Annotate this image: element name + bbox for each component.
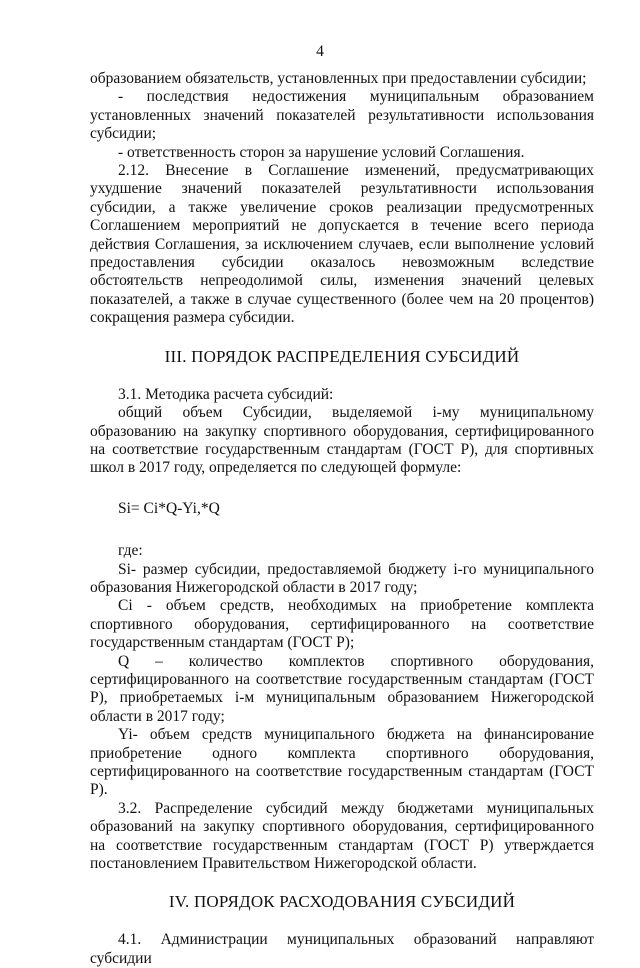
paragraph-4-1: 4.1. Администрации муниципальных образований направляют субсидии <box>90 931 594 967</box>
definition-c: Ci - объем средств, необходимых на приобретение комплекта спортивного оборудования, сертифицированного на соответствие государственным стандартам (ГОСТ Р); <box>90 597 594 652</box>
paragraph-3-2: 3.2. Распределение субсидий между бюджетами муниципальных образований на закупку спортивного оборудования, сертифицированного на соответствие государственным стандартам (ГОСТ Р) утверждается постановлением Правительством Нижегородской области. <box>90 799 594 873</box>
definition-q: Q – количество комплектов спортивного оборудования, сертифицированного на соответствие государственным стандартам (ГОСТ Р), приобретаемых i-м муниципальным образованием Нижегородской области в 2017 году; <box>90 652 594 725</box>
page-number: 4 <box>316 43 324 60</box>
section-4-heading: IV. ПОРЯДОК РАСХОДОВАНИЯ СУБСИДИЙ <box>168 892 516 912</box>
paragraph-consequences: - последствия недостижения муниципальным образованием установленных значений показателей результативности использования субсидии; <box>90 88 594 143</box>
formula <box>118 500 594 518</box>
paragraph-3-1: 3.1. Методика расчета субсидий: <box>118 385 334 403</box>
paragraph-3-1-body: общий объем Субсидии, выделяемой i-му муниципальному образованию на закупку спортивного оборудования, сертифицированного на соответствие государственным стандартам (ГОСТ Р), для спортивных школ в 2017 году, определяется по следующей формуле: <box>90 404 594 477</box>
formula-text: Si= Ci*Q-Yi,*Q <box>118 499 220 517</box>
definition-s: Si- размер субсидии, предоставляемой бюджету i-го муниципального образования Нижегородской области в 2017 году; <box>90 560 594 596</box>
paragraph-responsibility: - ответственность сторон за нарушение условий Соглашения. <box>118 143 525 161</box>
section-3-heading: III. ПОРЯДОК РАСПРЕДЕЛЕНИЯ СУБСИДИЙ <box>164 346 520 366</box>
paragraph-2-12: 2.12. Внесение в Соглашение изменений, предусматривающих ухудшение значений показателей результативности использования субсидии, а также увеличение сроков реализации предусмотренных Соглашением мероприятий не допускается в течение всего периода действия Соглашения, за исключением случаев, если выполнение условий предоставления субсидии оказалось невозможным вследствие обстоятельств непреодолимой силы, изменения значений целевых показателей, а также в случае существенного (более чем на 20 процентов) сокращения размера субсидии. <box>90 162 594 327</box>
paragraph-continuation: образованием обязательств, установленных при предоставлении субсидии; <box>90 70 587 87</box>
where-label: где: <box>118 542 143 560</box>
definition-y: Yi- объем средств муниципального бюджета на финансирование приобретение одного комплекта спортивного оборудования, сертифицированного на соответствие государственным стандартам (ГОСТ Р). <box>90 726 594 799</box>
document-body <box>90 70 594 968</box>
